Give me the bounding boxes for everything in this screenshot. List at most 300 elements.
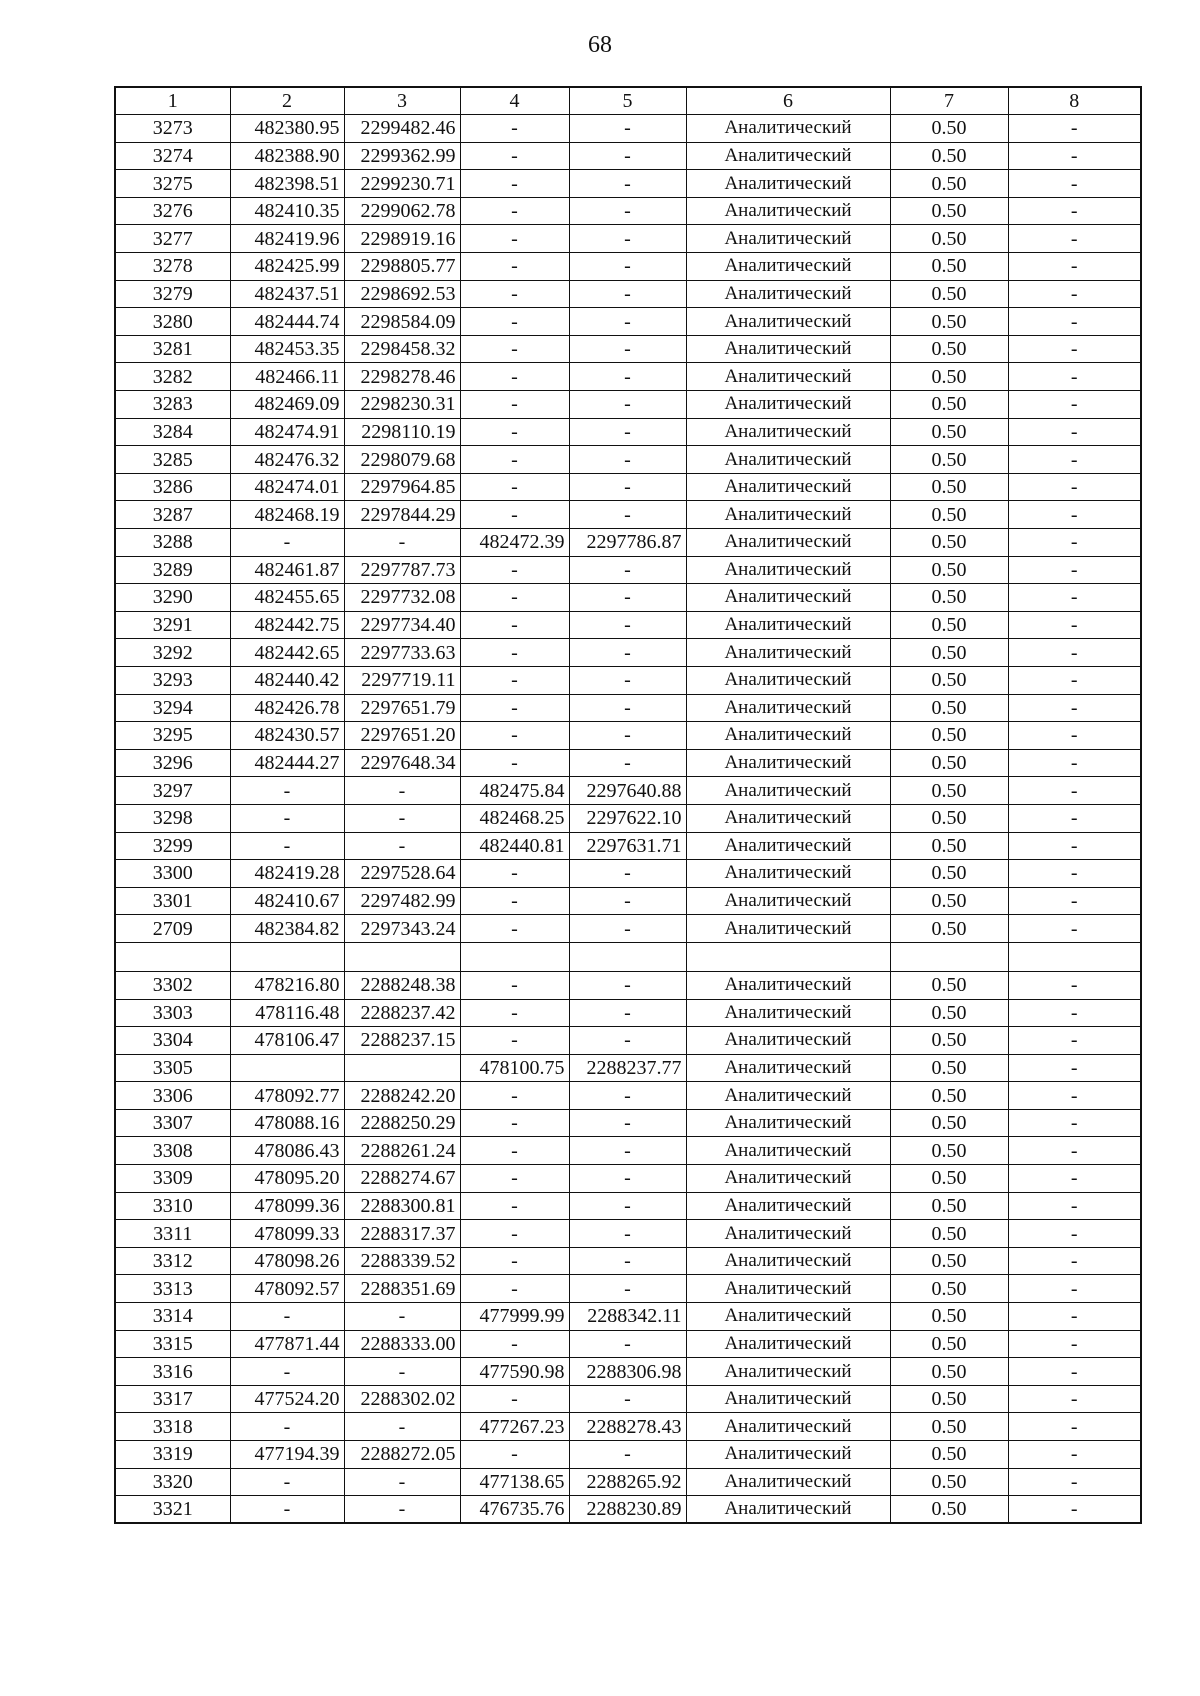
accuracy-cell: 0.50 — [890, 971, 1008, 999]
y-coordinate-alt-cell: - — [569, 391, 686, 419]
table-row — [115, 556, 1141, 584]
accuracy-cell: 0.50 — [890, 1358, 1008, 1386]
y-coordinate-cell: - — [344, 804, 460, 832]
accuracy-cell: 0.50 — [890, 584, 1008, 612]
x-coordinate-cell: 482474.01 — [230, 473, 344, 501]
point-number-cell: 3279 — [115, 280, 230, 308]
y-coordinate-cell: 2297734.40 — [344, 611, 460, 639]
method-cell: Аналитический — [686, 363, 890, 391]
table-row — [115, 142, 1141, 170]
note-cell: - — [1008, 666, 1141, 694]
accuracy-cell: 0.50 — [890, 446, 1008, 474]
table-row — [115, 611, 1141, 639]
x-coordinate-cell: 478095.20 — [230, 1165, 344, 1193]
point-number-cell — [115, 942, 230, 971]
y-coordinate-alt-cell: - — [569, 556, 686, 584]
accuracy-cell: 0.50 — [890, 639, 1008, 667]
y-coordinate-alt-cell: - — [569, 749, 686, 777]
note-cell: - — [1008, 1385, 1141, 1413]
note-cell: - — [1008, 584, 1141, 612]
y-coordinate-cell: 2297733.63 — [344, 639, 460, 667]
y-coordinate-cell: 2288248.38 — [344, 971, 460, 999]
point-number-cell: 3288 — [115, 529, 230, 557]
table-row — [115, 1468, 1141, 1496]
point-number-cell: 3291 — [115, 611, 230, 639]
table-row — [115, 1165, 1141, 1193]
column-header: 6 — [686, 87, 890, 115]
y-coordinate-alt-cell: - — [569, 1192, 686, 1220]
point-number-cell: 3285 — [115, 446, 230, 474]
x-coordinate-cell: 482453.35 — [230, 335, 344, 363]
table-row — [115, 1358, 1141, 1386]
y-coordinate-alt-cell: - — [569, 639, 686, 667]
note-cell: - — [1008, 529, 1141, 557]
y-coordinate-cell: - — [344, 1496, 460, 1524]
x-coordinate-cell: 482476.32 — [230, 446, 344, 474]
point-number-cell: 3313 — [115, 1275, 230, 1303]
y-coordinate-cell: 2288272.05 — [344, 1441, 460, 1469]
accuracy-cell: 0.50 — [890, 1275, 1008, 1303]
x-coordinate-cell: 482468.19 — [230, 501, 344, 529]
y-coordinate-cell: 2288237.15 — [344, 1027, 460, 1055]
x-coordinate-cell: 482426.78 — [230, 694, 344, 722]
point-number-cell: 3289 — [115, 556, 230, 584]
x-coordinate-cell: - — [230, 832, 344, 860]
column-header: 1 — [115, 87, 230, 115]
method-cell: Аналитический — [686, 253, 890, 281]
y-coordinate-alt-cell: - — [569, 1220, 686, 1248]
point-number-cell: 3303 — [115, 999, 230, 1027]
x-coordinate-alt-cell: - — [460, 1165, 569, 1193]
note-cell: - — [1008, 363, 1141, 391]
y-coordinate-alt-cell: - — [569, 694, 686, 722]
y-coordinate-alt-cell: 2288342.11 — [569, 1303, 686, 1331]
x-coordinate-alt-cell: - — [460, 749, 569, 777]
note-cell: - — [1008, 1330, 1141, 1358]
y-coordinate-cell: 2298805.77 — [344, 253, 460, 281]
x-coordinate-alt-cell: - — [460, 363, 569, 391]
x-coordinate-alt-cell: - — [460, 253, 569, 281]
point-number-cell: 3283 — [115, 391, 230, 419]
x-coordinate-cell: 482410.67 — [230, 887, 344, 915]
table-row — [115, 804, 1141, 832]
method-cell: Аналитический — [686, 1027, 890, 1055]
point-number-cell: 3298 — [115, 804, 230, 832]
y-coordinate-cell: 2297719.11 — [344, 666, 460, 694]
accuracy-cell: 0.50 — [890, 391, 1008, 419]
y-coordinate-cell: - — [344, 1358, 460, 1386]
note-cell: - — [1008, 860, 1141, 888]
note-cell: - — [1008, 1165, 1141, 1193]
table-row — [115, 308, 1141, 336]
note-cell: - — [1008, 887, 1141, 915]
note-cell: - — [1008, 253, 1141, 281]
method-cell: Аналитический — [686, 308, 890, 336]
table-row — [115, 446, 1141, 474]
accuracy-cell: 0.50 — [890, 915, 1008, 943]
x-coordinate-alt-cell: - — [460, 446, 569, 474]
note-cell: - — [1008, 722, 1141, 750]
x-coordinate-alt-cell: 477590.98 — [460, 1358, 569, 1386]
x-coordinate-alt-cell: - — [460, 666, 569, 694]
table-row — [115, 529, 1141, 557]
note-cell: - — [1008, 335, 1141, 363]
y-coordinate-alt-cell: - — [569, 584, 686, 612]
y-coordinate-cell: 2298230.31 — [344, 391, 460, 419]
method-cell: Аналитический — [686, 473, 890, 501]
note-cell: - — [1008, 280, 1141, 308]
table-row — [115, 832, 1141, 860]
y-coordinate-alt-cell: - — [569, 253, 686, 281]
y-coordinate-alt-cell: - — [569, 999, 686, 1027]
table-row — [115, 1413, 1141, 1441]
accuracy-cell: 0.50 — [890, 1413, 1008, 1441]
column-header: 7 — [890, 87, 1008, 115]
y-coordinate-cell: 2298584.09 — [344, 308, 460, 336]
y-coordinate-alt-cell: 2297786.87 — [569, 529, 686, 557]
x-coordinate-alt-cell: 477267.23 — [460, 1413, 569, 1441]
x-coordinate-alt-cell: - — [460, 1330, 569, 1358]
table-row — [115, 777, 1141, 805]
x-coordinate-alt-cell: - — [460, 1192, 569, 1220]
point-number-cell: 3316 — [115, 1358, 230, 1386]
x-coordinate-cell: 478106.47 — [230, 1027, 344, 1055]
point-number-cell: 3292 — [115, 639, 230, 667]
y-coordinate-cell: 2288250.29 — [344, 1109, 460, 1137]
y-coordinate-cell: 2297343.24 — [344, 915, 460, 943]
table-row — [115, 1441, 1141, 1469]
x-coordinate-cell: - — [230, 1358, 344, 1386]
table-row — [115, 501, 1141, 529]
table-row — [115, 1027, 1141, 1055]
y-coordinate-alt-cell: - — [569, 887, 686, 915]
y-coordinate-cell: 2297844.29 — [344, 501, 460, 529]
table-body — [115, 115, 1141, 1524]
y-coordinate-cell: 2299482.46 — [344, 115, 460, 143]
method-cell: Аналитический — [686, 335, 890, 363]
table-row — [115, 335, 1141, 363]
x-coordinate-alt-cell: - — [460, 1082, 569, 1110]
y-coordinate-cell: 2288274.67 — [344, 1165, 460, 1193]
x-coordinate-cell: 482437.51 — [230, 280, 344, 308]
method-cell: Аналитический — [686, 1496, 890, 1524]
method-cell: Аналитический — [686, 804, 890, 832]
point-number-cell: 3290 — [115, 584, 230, 612]
accuracy-cell: 0.50 — [890, 1330, 1008, 1358]
y-coordinate-alt-cell: - — [569, 418, 686, 446]
method-cell: Аналитический — [686, 225, 890, 253]
accuracy-cell: 0.50 — [890, 501, 1008, 529]
x-coordinate-cell: 478098.26 — [230, 1247, 344, 1275]
method-cell: Аналитический — [686, 1358, 890, 1386]
x-coordinate-alt-cell: 477138.65 — [460, 1468, 569, 1496]
x-coordinate-alt-cell: - — [460, 1385, 569, 1413]
point-number-cell: 3299 — [115, 832, 230, 860]
note-cell: - — [1008, 142, 1141, 170]
method-cell: Аналитический — [686, 1109, 890, 1137]
note-cell: - — [1008, 1247, 1141, 1275]
note-cell: - — [1008, 1082, 1141, 1110]
method-cell: Аналитический — [686, 529, 890, 557]
point-number-cell: 3318 — [115, 1413, 230, 1441]
method-cell: Аналитический — [686, 1441, 890, 1469]
x-coordinate-cell: 482469.09 — [230, 391, 344, 419]
table-row — [115, 1385, 1141, 1413]
note-cell: - — [1008, 694, 1141, 722]
method-cell: Аналитический — [686, 639, 890, 667]
table-row — [115, 722, 1141, 750]
x-coordinate-alt-cell: - — [460, 860, 569, 888]
x-coordinate-alt-cell: - — [460, 887, 569, 915]
table-row — [115, 1247, 1141, 1275]
x-coordinate-cell: 482388.90 — [230, 142, 344, 170]
x-coordinate-cell: 482380.95 — [230, 115, 344, 143]
accuracy-cell: 0.50 — [890, 1082, 1008, 1110]
y-coordinate-cell: 2297482.99 — [344, 887, 460, 915]
note-cell: - — [1008, 639, 1141, 667]
accuracy-cell — [890, 942, 1008, 971]
x-coordinate-alt-cell: 482475.84 — [460, 777, 569, 805]
x-coordinate-alt-cell: 478100.75 — [460, 1054, 569, 1082]
x-coordinate-cell: 482419.96 — [230, 225, 344, 253]
x-coordinate-cell: 478216.80 — [230, 971, 344, 999]
table-row — [115, 666, 1141, 694]
x-coordinate-alt-cell: - — [460, 639, 569, 667]
method-cell: Аналитический — [686, 666, 890, 694]
note-cell: - — [1008, 832, 1141, 860]
y-coordinate-cell: 2297648.34 — [344, 749, 460, 777]
table-row — [115, 639, 1141, 667]
x-coordinate-alt-cell: 476735.76 — [460, 1496, 569, 1524]
y-coordinate-alt-cell: - — [569, 363, 686, 391]
note-cell: - — [1008, 391, 1141, 419]
x-coordinate-cell: - — [230, 1496, 344, 1524]
x-coordinate-cell: 477194.39 — [230, 1441, 344, 1469]
accuracy-cell: 0.50 — [890, 860, 1008, 888]
method-cell: Аналитический — [686, 749, 890, 777]
method-cell: Аналитический — [686, 694, 890, 722]
note-cell: - — [1008, 1303, 1141, 1331]
y-coordinate-cell — [344, 942, 460, 971]
y-coordinate-alt-cell: - — [569, 666, 686, 694]
x-coordinate-alt-cell: - — [460, 1275, 569, 1303]
y-coordinate-cell: 2288302.02 — [344, 1385, 460, 1413]
table-row — [115, 749, 1141, 777]
y-coordinate-alt-cell: - — [569, 1441, 686, 1469]
method-cell: Аналитический — [686, 501, 890, 529]
x-coordinate-cell: - — [230, 1413, 344, 1441]
y-coordinate-alt-cell: 2288306.98 — [569, 1358, 686, 1386]
y-coordinate-cell: 2297787.73 — [344, 556, 460, 584]
table-row — [115, 197, 1141, 225]
method-cell: Аналитический — [686, 1192, 890, 1220]
point-number-cell: 3274 — [115, 142, 230, 170]
table-row — [115, 418, 1141, 446]
method-cell: Аналитический — [686, 999, 890, 1027]
y-coordinate-alt-cell: - — [569, 446, 686, 474]
y-coordinate-cell: 2288351.69 — [344, 1275, 460, 1303]
y-coordinate-cell: 2297651.20 — [344, 722, 460, 750]
point-number-cell: 3297 — [115, 777, 230, 805]
table-row — [115, 1082, 1141, 1110]
note-cell: - — [1008, 777, 1141, 805]
table-row — [115, 887, 1141, 915]
x-coordinate-alt-cell: - — [460, 1247, 569, 1275]
y-coordinate-alt-cell: - — [569, 1165, 686, 1193]
y-coordinate-cell: 2297651.79 — [344, 694, 460, 722]
page-number: 68 — [588, 32, 612, 58]
y-coordinate-cell: 2299062.78 — [344, 197, 460, 225]
x-coordinate-cell: 482461.87 — [230, 556, 344, 584]
point-number-cell: 3286 — [115, 473, 230, 501]
x-coordinate-alt-cell: - — [460, 584, 569, 612]
note-cell: - — [1008, 446, 1141, 474]
y-coordinate-cell: - — [344, 1413, 460, 1441]
method-cell: Аналитический — [686, 1303, 890, 1331]
point-number-cell: 3315 — [115, 1330, 230, 1358]
accuracy-cell: 0.50 — [890, 722, 1008, 750]
x-coordinate-alt-cell: - — [460, 1109, 569, 1137]
column-header: 2 — [230, 87, 344, 115]
x-coordinate-alt-cell: - — [460, 556, 569, 584]
point-number-cell: 3300 — [115, 860, 230, 888]
accuracy-cell: 0.50 — [890, 115, 1008, 143]
y-coordinate-cell: 2297732.08 — [344, 584, 460, 612]
point-number-cell: 3276 — [115, 197, 230, 225]
table-row — [115, 1137, 1141, 1165]
table-row — [115, 225, 1141, 253]
method-cell: Аналитический — [686, 1220, 890, 1248]
table-row — [115, 971, 1141, 999]
point-number-cell: 3301 — [115, 887, 230, 915]
x-coordinate-cell: 482442.75 — [230, 611, 344, 639]
y-coordinate-alt-cell: - — [569, 473, 686, 501]
method-cell: Аналитический — [686, 584, 890, 612]
y-coordinate-alt-cell: - — [569, 335, 686, 363]
point-number-cell: 3287 — [115, 501, 230, 529]
x-coordinate-cell: 482384.82 — [230, 915, 344, 943]
point-number-cell: 3302 — [115, 971, 230, 999]
accuracy-cell: 0.50 — [890, 611, 1008, 639]
x-coordinate-alt-cell: - — [460, 611, 569, 639]
table-row — [115, 1303, 1141, 1331]
point-number-cell: 3305 — [115, 1054, 230, 1082]
x-coordinate-cell: 482419.28 — [230, 860, 344, 888]
x-coordinate-alt-cell: - — [460, 1441, 569, 1469]
x-coordinate-cell: 482410.35 — [230, 197, 344, 225]
table-row — [115, 1275, 1141, 1303]
y-coordinate-alt-cell: - — [569, 1275, 686, 1303]
table-row — [115, 391, 1141, 419]
y-coordinate-alt-cell: 2297640.88 — [569, 777, 686, 805]
y-coordinate-alt-cell: - — [569, 611, 686, 639]
x-coordinate-alt-cell: 482440.81 — [460, 832, 569, 860]
note-cell: - — [1008, 418, 1141, 446]
accuracy-cell: 0.50 — [890, 1220, 1008, 1248]
x-coordinate-cell: - — [230, 1303, 344, 1331]
point-number-cell: 3311 — [115, 1220, 230, 1248]
y-coordinate-alt-cell: 2288230.89 — [569, 1496, 686, 1524]
y-coordinate-cell: - — [344, 529, 460, 557]
table-row — [115, 999, 1141, 1027]
method-cell: Аналитический — [686, 142, 890, 170]
x-coordinate-cell: - — [230, 777, 344, 805]
table-row — [115, 170, 1141, 198]
y-coordinate-cell: 2298110.19 — [344, 418, 460, 446]
x-coordinate-alt-cell: - — [460, 418, 569, 446]
accuracy-cell: 0.50 — [890, 363, 1008, 391]
coordinates-table — [114, 86, 1142, 1524]
y-coordinate-alt-cell: - — [569, 722, 686, 750]
y-coordinate-cell: - — [344, 832, 460, 860]
x-coordinate-alt-cell: - — [460, 170, 569, 198]
note-cell: - — [1008, 473, 1141, 501]
note-cell: - — [1008, 915, 1141, 943]
y-coordinate-cell: 2299362.99 — [344, 142, 460, 170]
point-number-cell: 3280 — [115, 308, 230, 336]
x-coordinate-cell: - — [230, 1468, 344, 1496]
x-coordinate-cell: 477524.20 — [230, 1385, 344, 1413]
y-coordinate-cell: 2299230.71 — [344, 170, 460, 198]
x-coordinate-alt-cell: - — [460, 971, 569, 999]
method-cell: Аналитический — [686, 446, 890, 474]
point-number-cell: 3281 — [115, 335, 230, 363]
x-coordinate-alt-cell: - — [460, 197, 569, 225]
y-coordinate-alt-cell: - — [569, 1330, 686, 1358]
note-cell: - — [1008, 1027, 1141, 1055]
accuracy-cell: 0.50 — [890, 1303, 1008, 1331]
method-cell: Аналитический — [686, 1165, 890, 1193]
point-number-cell: 3295 — [115, 722, 230, 750]
note-cell: - — [1008, 1441, 1141, 1469]
y-coordinate-cell: 2298919.16 — [344, 225, 460, 253]
accuracy-cell: 0.50 — [890, 1165, 1008, 1193]
y-coordinate-alt-cell: 2288237.77 — [569, 1054, 686, 1082]
y-coordinate-alt-cell: - — [569, 915, 686, 943]
y-coordinate-alt-cell: - — [569, 860, 686, 888]
y-coordinate-cell: - — [344, 777, 460, 805]
x-coordinate-alt-cell: - — [460, 722, 569, 750]
accuracy-cell: 0.50 — [890, 1468, 1008, 1496]
point-number-cell: 3321 — [115, 1496, 230, 1524]
x-coordinate-alt-cell: - — [460, 1220, 569, 1248]
note-cell: - — [1008, 1496, 1141, 1524]
y-coordinate-alt-cell: 2288278.43 — [569, 1413, 686, 1441]
table-row — [115, 584, 1141, 612]
note-cell: - — [1008, 749, 1141, 777]
method-cell: Аналитический — [686, 1054, 890, 1082]
point-number-cell: 3293 — [115, 666, 230, 694]
x-coordinate-alt-cell: - — [460, 999, 569, 1027]
table-row — [115, 694, 1141, 722]
table-row — [115, 942, 1141, 971]
table-row — [115, 1220, 1141, 1248]
x-coordinate-alt-cell: - — [460, 694, 569, 722]
note-cell: - — [1008, 1220, 1141, 1248]
x-coordinate-cell: 478086.43 — [230, 1137, 344, 1165]
x-coordinate-cell: 482444.27 — [230, 749, 344, 777]
note-cell: - — [1008, 556, 1141, 584]
table-row — [115, 473, 1141, 501]
method-cell: Аналитический — [686, 971, 890, 999]
y-coordinate-alt-cell: - — [569, 501, 686, 529]
accuracy-cell: 0.50 — [890, 749, 1008, 777]
y-coordinate-cell: - — [344, 1468, 460, 1496]
accuracy-cell: 0.50 — [890, 1027, 1008, 1055]
note-cell: - — [1008, 225, 1141, 253]
x-coordinate-alt-cell: - — [460, 335, 569, 363]
y-coordinate-cell: 2297964.85 — [344, 473, 460, 501]
